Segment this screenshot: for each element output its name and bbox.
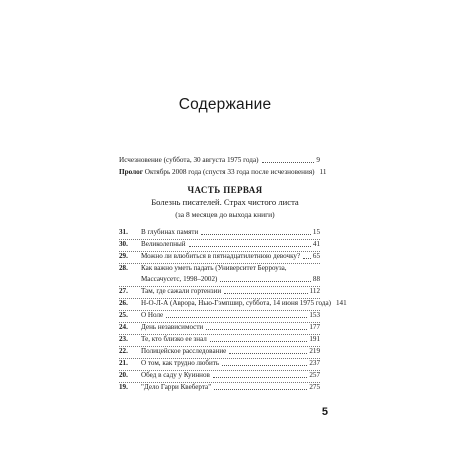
chapter-line (141, 275, 320, 284)
chapter-number: 25. (119, 311, 128, 319)
prologue-text: Октябрь 2008 года (спустя 33 года после исчезновения) (142, 168, 315, 176)
chapter-number: 24. (119, 323, 128, 331)
chapter-page: 191 (309, 335, 320, 343)
chapter-title: День независимости (141, 323, 204, 331)
chapter-page: 275 (309, 383, 320, 391)
chapter-line (141, 311, 320, 320)
toc-entry-label (119, 168, 315, 177)
part-label: ЧАСТЬ ПЕРВАЯ (187, 185, 263, 195)
part-note: (за 8 месяцев до выхода книги) (175, 210, 275, 219)
chapter-title: Н-О-Л-А (Аврора, Нью-Гэмпшир, суббота, 14 июня 1975 года) (141, 299, 331, 307)
dot-leader (206, 329, 307, 330)
chapter-number: 23. (119, 335, 128, 343)
chapter-line (141, 347, 320, 356)
chapter-number: 27. (119, 287, 128, 295)
chapter-page: 112 (309, 287, 320, 295)
chapter-row (119, 335, 320, 346)
chapter-row (119, 371, 320, 382)
chapter-title: Великолепный (141, 240, 186, 248)
dot-leader (303, 258, 311, 259)
dot-leader (201, 234, 311, 235)
chapter-line (141, 323, 320, 332)
chapter-row (119, 252, 320, 263)
chapter-title: Там, где сажали гортензии (141, 287, 222, 295)
chapter-line (141, 252, 320, 261)
chapter-title: Можно ли влюбиться в пятнадцатилетнюю девочку? (141, 252, 301, 260)
chapter-title: Обед в саду у Куиннов (141, 371, 210, 379)
chapter-number: 31. (119, 228, 128, 236)
chapter-number: 28. (119, 264, 128, 272)
part-subtitle: Болезнь писателей. Страх чистого листа (151, 197, 299, 207)
chapter-row (119, 228, 320, 239)
chapter-title: "Дело Гарри Квеберта" (141, 383, 212, 391)
dot-leader (222, 365, 307, 366)
chapter-title-line1: Как важно уметь падать (Университет Берроуза, (141, 264, 287, 272)
prologue-word: Пролог (119, 168, 143, 176)
dot-leader (166, 317, 307, 318)
chapter-row (119, 287, 320, 298)
chapter-line (141, 287, 320, 296)
toc-entry-page: 11 (319, 168, 327, 176)
chapter-row (119, 299, 347, 310)
chapter-title: В глубинах памяти (141, 228, 199, 236)
chapter-row (119, 359, 320, 370)
chapter-line (141, 228, 320, 237)
chapter-row (119, 323, 320, 334)
toc-entry-prologue (119, 166, 327, 177)
toc-entry-disappearance (119, 154, 320, 165)
chapter-number: 20. (119, 371, 128, 379)
chapter-number: 29. (119, 252, 128, 260)
chapter-page: 153 (309, 311, 320, 319)
chapter-page: 141 (335, 299, 347, 307)
page-number: 5 (321, 406, 328, 418)
dot-leader (213, 377, 307, 378)
chapter-row (119, 240, 320, 251)
chapter-line (141, 383, 320, 392)
chapter-page: 88 (312, 275, 320, 283)
chapter-line (141, 359, 320, 368)
chapter-page: 177 (309, 323, 320, 331)
chapter-row (119, 347, 320, 358)
chapter-page: 15 (312, 228, 320, 236)
chapter-line (141, 299, 347, 308)
chapter-number: 21. (119, 359, 128, 367)
dot-leader (262, 162, 315, 163)
toc-entry-page: 9 (316, 156, 320, 164)
page-title: Содержание (178, 96, 272, 113)
chapter-line (141, 335, 320, 344)
chapter-page: 219 (309, 347, 320, 355)
chapter-page: 237 (309, 359, 320, 367)
chapter-title: О том, как трудно любить (141, 359, 220, 367)
chapter-line (141, 371, 320, 380)
chapter-number: 19. (119, 383, 128, 391)
chapter-row (119, 383, 320, 394)
chapter-title: Массачусетс, 1998–2002) (141, 275, 218, 283)
dot-leader (210, 341, 308, 342)
chapter-row (119, 264, 320, 286)
chapter-title: Те, кто близко ее знал (141, 335, 207, 343)
chapter-line (141, 240, 320, 249)
dot-leader (189, 246, 311, 247)
dot-leader (224, 293, 307, 294)
dot-leader (214, 389, 307, 390)
chapter-page: 65 (312, 252, 320, 260)
toc-entry-label: Исчезновение (суббота, 30 августа 1975 года) (119, 156, 259, 164)
dot-leader (220, 281, 311, 282)
chapter-number: 26. (119, 299, 128, 307)
dot-leader (229, 353, 307, 354)
chapter-number: 30. (119, 240, 128, 248)
chapter-number: 22. (119, 347, 128, 355)
chapter-page: 41 (312, 240, 320, 248)
chapter-title: Полицейское расследование (141, 347, 227, 355)
chapter-title: О Ноле (141, 311, 164, 319)
chapter-row (119, 311, 320, 322)
chapter-page: 257 (309, 371, 320, 379)
